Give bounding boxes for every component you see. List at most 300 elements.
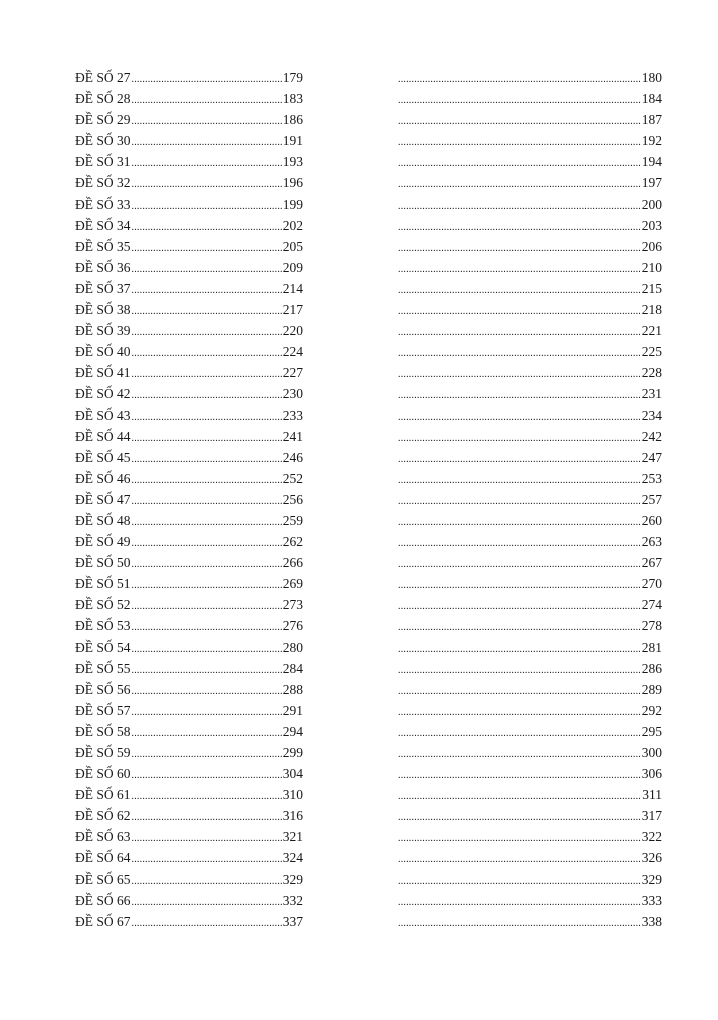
toc-row	[0, 341, 718, 362]
toc-page-number: 321	[282, 829, 303, 845]
toc-answer-link[interactable]	[397, 362, 662, 385]
toc-row	[0, 236, 718, 257]
toc-entry-link[interactable]	[75, 468, 303, 491]
toc-entry-link[interactable]	[75, 67, 303, 90]
toc-answer-link[interactable]	[397, 679, 662, 702]
dot-leader	[132, 849, 282, 870]
dot-leader	[132, 913, 282, 934]
toc-entry-link[interactable]	[75, 405, 303, 428]
toc-entry-link[interactable]	[75, 151, 303, 174]
toc-entry-label: ĐỀ SỐ 62	[75, 808, 131, 824]
toc-entry-label: ĐỀ SỐ 55	[75, 660, 131, 676]
toc-page-number: 304	[282, 766, 303, 782]
toc-answer-link[interactable]	[397, 299, 662, 322]
dot-leader	[132, 639, 282, 660]
toc-entry-label: ĐỀ SỐ 33	[75, 196, 131, 212]
toc-entry-label: ĐỀ SỐ 64	[75, 850, 131, 866]
toc-page-number: 269	[282, 576, 303, 592]
toc-answer-link[interactable]	[397, 447, 662, 470]
dot-leader	[132, 723, 282, 744]
toc-answer-page-number: 253	[641, 470, 662, 486]
toc-page-number: 233	[282, 407, 303, 423]
toc-row	[0, 573, 718, 594]
toc-page-number: 224	[282, 344, 303, 360]
toc-row	[0, 615, 718, 636]
toc-answer-page-number: 286	[641, 660, 662, 676]
dot-leader	[132, 343, 282, 364]
toc-row	[0, 531, 718, 552]
dot-leader	[398, 744, 641, 765]
toc-entry-link[interactable]	[75, 362, 303, 385]
toc-row	[0, 510, 718, 531]
dot-leader	[132, 301, 282, 322]
toc-answer-page-number: 192	[641, 133, 662, 149]
dot-leader	[398, 575, 641, 596]
toc-answer-page-number: 329	[641, 871, 662, 887]
toc-entry-label: ĐỀ SỐ 53	[75, 618, 131, 634]
toc-row	[0, 320, 718, 341]
toc-page-number: 186	[282, 112, 303, 128]
toc-entry-link[interactable]	[75, 805, 303, 828]
toc-row	[0, 67, 718, 88]
dot-leader	[398, 702, 641, 723]
toc-answer-link[interactable]	[397, 426, 662, 449]
dot-leader	[132, 364, 282, 385]
toc-answer-page-number: 221	[641, 323, 662, 339]
toc-row	[0, 637, 718, 658]
toc-answer-page-number: 281	[641, 639, 662, 655]
toc-entry-label: ĐỀ SỐ 48	[75, 512, 131, 528]
toc-answer-page-number: 260	[641, 512, 662, 528]
dot-leader	[132, 765, 282, 786]
toc-answer-link[interactable]	[397, 531, 662, 554]
dot-leader	[398, 871, 641, 892]
toc-answer-link[interactable]	[397, 911, 662, 934]
toc-answer-link[interactable]	[397, 700, 662, 723]
toc-page-number: 193	[282, 154, 303, 170]
toc-page-number: 310	[282, 787, 303, 803]
toc-answer-link[interactable]	[397, 194, 662, 217]
toc-entry-label: ĐỀ SỐ 36	[75, 259, 131, 275]
toc-answer-link[interactable]	[397, 341, 662, 364]
toc-row	[0, 721, 718, 742]
dot-leader	[132, 470, 282, 491]
toc-entry-link[interactable]	[75, 489, 303, 512]
toc-answer-page-number: 338	[641, 913, 662, 929]
toc-entry-link[interactable]	[75, 299, 303, 322]
toc-page-number: 324	[282, 850, 303, 866]
dot-leader	[398, 681, 641, 702]
dot-leader	[132, 617, 282, 638]
dot-leader	[398, 491, 641, 512]
toc-entry-link[interactable]	[75, 109, 303, 132]
toc-answer-page-number: 292	[641, 702, 662, 718]
dot-leader	[132, 90, 282, 111]
toc-entry-link[interactable]	[75, 426, 303, 449]
toc-entry-link[interactable]	[75, 88, 303, 111]
toc-answer-link[interactable]	[397, 67, 662, 90]
dot-leader	[398, 111, 641, 132]
dot-leader	[132, 807, 282, 828]
dot-leader	[398, 407, 641, 428]
toc-entry-link[interactable]	[75, 869, 303, 892]
toc-entry-label: ĐỀ SỐ 39	[75, 323, 131, 339]
dot-leader	[132, 512, 282, 533]
toc-answer-link[interactable]	[397, 805, 662, 828]
toc-entry-label: ĐỀ SỐ 47	[75, 491, 131, 507]
toc-entry-label: ĐỀ SỐ 57	[75, 702, 131, 718]
dot-leader	[398, 596, 641, 617]
dot-leader	[398, 90, 641, 111]
toc-entry-link[interactable]	[75, 721, 303, 744]
dot-leader	[398, 765, 641, 786]
dot-leader	[132, 702, 282, 723]
toc-entry-link[interactable]	[75, 194, 303, 217]
toc-entry-label: ĐỀ SỐ 46	[75, 470, 131, 486]
dot-leader	[398, 280, 641, 301]
toc-entry-label: ĐỀ SỐ 63	[75, 829, 131, 845]
toc-answer-page-number: 225	[641, 344, 662, 360]
toc-answer-page-number: 317	[641, 808, 662, 824]
toc-entry-label: ĐỀ SỐ 27	[75, 70, 131, 85]
toc-row	[0, 215, 718, 236]
toc-answer-page-number: 234	[641, 407, 662, 423]
toc-entry-label: ĐỀ SỐ 37	[75, 280, 131, 296]
toc-answer-page-number: 180	[641, 70, 662, 85]
dot-leader	[398, 153, 641, 174]
toc-row	[0, 805, 718, 826]
toc-page-number: 205	[282, 238, 303, 254]
toc-entry-label: ĐỀ SỐ 35	[75, 238, 131, 254]
toc-entry-label: ĐỀ SỐ 43	[75, 407, 131, 423]
toc-page-number: 280	[282, 639, 303, 655]
dot-leader	[132, 554, 282, 575]
toc-row	[0, 88, 718, 109]
toc-entry-link[interactable]	[75, 847, 303, 870]
toc-answer-link[interactable]	[397, 869, 662, 892]
toc-answer-page-number: 184	[641, 91, 662, 107]
toc-entry-label: ĐỀ SỐ 28	[75, 91, 131, 107]
dot-leader	[132, 892, 282, 913]
toc-page-number: 284	[282, 660, 303, 676]
toc-answer-link[interactable]	[397, 215, 662, 238]
toc-answer-page-number: 218	[641, 302, 662, 318]
toc-answer-page-number: 197	[641, 175, 662, 191]
toc-page-number: 299	[282, 745, 303, 760]
toc-page-number: 191	[282, 133, 303, 149]
toc-row	[0, 130, 718, 151]
toc-page-number: 241	[282, 428, 303, 444]
toc-row	[0, 763, 718, 784]
dot-leader	[132, 660, 282, 681]
toc-entry-link[interactable]	[75, 573, 303, 596]
toc-entry-label: ĐỀ SỐ 66	[75, 892, 131, 908]
toc-row	[0, 826, 718, 847]
toc-answer-page-number: 210	[641, 259, 662, 275]
dot-leader	[398, 217, 641, 238]
toc-entry-link[interactable]	[75, 700, 303, 723]
toc-entry-link[interactable]	[75, 784, 303, 807]
toc-answer-link[interactable]	[397, 637, 662, 660]
toc-entry-label: ĐỀ SỐ 31	[75, 154, 131, 170]
toc-answer-link[interactable]	[397, 257, 662, 280]
dot-leader	[132, 449, 282, 470]
toc-answer-link[interactable]	[397, 236, 662, 259]
toc-answer-page-number: 242	[641, 428, 662, 444]
toc-entry-link[interactable]	[75, 615, 303, 638]
toc-entry-link[interactable]	[75, 552, 303, 575]
toc-page-number: 209	[282, 259, 303, 275]
toc-answer-link[interactable]	[397, 658, 662, 681]
dot-leader	[398, 849, 641, 870]
toc-answer-page-number: 300	[641, 745, 662, 760]
toc-answer-page-number: 295	[641, 723, 662, 739]
toc-row	[0, 468, 718, 489]
toc-entry-link[interactable]	[75, 826, 303, 849]
dot-leader	[398, 449, 641, 470]
toc-row	[0, 426, 718, 447]
toc-page-number: 337	[282, 913, 303, 929]
toc-row	[0, 489, 718, 510]
toc-answer-page-number: 306	[641, 766, 662, 782]
toc-entry-link[interactable]	[75, 383, 303, 406]
toc-entry-label: ĐỀ SỐ 45	[75, 449, 131, 465]
toc-entry-link[interactable]	[75, 447, 303, 470]
toc-answer-link[interactable]	[397, 594, 662, 617]
toc-entry-link[interactable]	[75, 658, 303, 681]
toc-entry-label: ĐỀ SỐ 52	[75, 597, 131, 613]
toc-entry-label: ĐỀ SỐ 65	[75, 871, 131, 887]
toc-entry-link[interactable]	[75, 215, 303, 238]
toc-answer-page-number: 231	[641, 386, 662, 402]
toc-answer-page-number: 322	[641, 829, 662, 845]
dot-leader	[132, 786, 282, 807]
toc-row	[0, 679, 718, 700]
toc-entry-link[interactable]	[75, 763, 303, 786]
toc-entry-label: ĐỀ SỐ 60	[75, 766, 131, 782]
toc-answer-link[interactable]	[397, 130, 662, 153]
dot-leader	[132, 681, 282, 702]
toc-page-number: 217	[282, 302, 303, 318]
toc-entry-label: ĐỀ SỐ 41	[75, 365, 131, 381]
toc-row	[0, 552, 718, 573]
dot-leader	[398, 617, 641, 638]
toc-answer-page-number: 194	[641, 154, 662, 170]
dot-leader	[132, 533, 282, 554]
toc-answer-link[interactable]	[397, 172, 662, 195]
dot-leader	[398, 174, 641, 195]
toc-answer-page-number: 200	[641, 196, 662, 212]
toc-page-number: 199	[282, 196, 303, 212]
dot-leader	[398, 723, 641, 744]
dot-leader	[398, 385, 641, 406]
toc-page-number: 291	[282, 702, 303, 718]
toc-row	[0, 911, 718, 932]
toc-answer-page-number: 263	[641, 534, 662, 550]
dot-leader	[398, 660, 641, 681]
toc-answer-link[interactable]	[397, 742, 662, 765]
dot-leader	[398, 786, 641, 807]
dot-leader	[398, 364, 641, 385]
toc-answer-link[interactable]	[397, 784, 662, 807]
toc-answer-page-number: 278	[641, 618, 662, 634]
dot-leader	[132, 385, 282, 406]
toc-entry-link[interactable]	[75, 742, 303, 765]
toc-page-number: 227	[282, 365, 303, 381]
toc-answer-link[interactable]	[397, 763, 662, 786]
dot-leader	[132, 428, 282, 449]
dot-leader	[398, 828, 641, 849]
toc-page-number: 214	[282, 280, 303, 296]
dot-leader	[132, 132, 282, 153]
dot-leader	[398, 196, 641, 217]
toc-page-number: 332	[282, 892, 303, 908]
toc-answer-page-number: 333	[641, 892, 662, 908]
toc-entry-link[interactable]	[75, 510, 303, 533]
toc-answer-link[interactable]	[397, 88, 662, 111]
toc-entry-label: ĐỀ SỐ 59	[75, 745, 131, 760]
toc-page-number: 252	[282, 470, 303, 486]
toc-page-number: 329	[282, 871, 303, 887]
toc-row	[0, 109, 718, 130]
toc-entry-label: ĐỀ SỐ 34	[75, 217, 131, 233]
toc-entry-label: ĐỀ SỐ 50	[75, 555, 131, 571]
toc-entry-link[interactable]	[75, 236, 303, 259]
toc-answer-page-number: 203	[641, 217, 662, 233]
toc-entry-label: ĐỀ SỐ 54	[75, 639, 131, 655]
toc-entry-link[interactable]	[75, 172, 303, 195]
toc-answer-link[interactable]	[397, 721, 662, 744]
toc-answer-link[interactable]	[397, 510, 662, 533]
toc-row	[0, 847, 718, 868]
toc-row	[0, 784, 718, 805]
toc-entry-label: ĐỀ SỐ 51	[75, 576, 131, 592]
toc-entry-label: ĐỀ SỐ 29	[75, 112, 131, 128]
dot-leader	[132, 259, 282, 280]
toc-answer-page-number: 326	[641, 850, 662, 866]
toc-page-number: 202	[282, 217, 303, 233]
dot-leader	[398, 428, 641, 449]
dot-leader	[398, 639, 641, 660]
dot-leader	[132, 871, 282, 892]
toc-answer-link[interactable]	[397, 890, 662, 913]
toc-row	[0, 299, 718, 320]
toc-page-number: 294	[282, 723, 303, 739]
toc-answer-link[interactable]	[397, 468, 662, 491]
toc-page-number: 196	[282, 175, 303, 191]
toc-entry-label: ĐỀ SỐ 40	[75, 344, 131, 360]
toc-entry-label: ĐỀ SỐ 58	[75, 723, 131, 739]
toc-row	[0, 594, 718, 615]
toc-answer-link[interactable]	[397, 552, 662, 575]
toc-entry-label: ĐỀ SỐ 56	[75, 681, 131, 697]
toc-page-number: 273	[282, 597, 303, 613]
toc-page-number: 266	[282, 555, 303, 571]
dot-leader	[132, 407, 282, 428]
toc-entry-link[interactable]	[75, 278, 303, 301]
dot-leader	[398, 470, 641, 491]
toc-page-number: 316	[282, 808, 303, 824]
dot-leader	[132, 174, 282, 195]
toc-answer-page-number: 267	[641, 555, 662, 571]
dot-leader	[132, 828, 282, 849]
toc-answer-page-number: 187	[641, 112, 662, 128]
toc-row	[0, 890, 718, 911]
toc-page-number: 246	[282, 449, 303, 465]
toc-row	[0, 742, 718, 763]
toc-row	[0, 172, 718, 193]
dot-leader	[132, 280, 282, 301]
toc-answer-page-number: 311	[642, 787, 662, 803]
toc-row	[0, 151, 718, 172]
toc-page-number: 179	[282, 70, 303, 85]
toc-entry-link[interactable]	[75, 320, 303, 343]
dot-leader	[132, 153, 282, 174]
dot-leader	[398, 322, 641, 343]
toc-entry-link[interactable]	[75, 341, 303, 364]
toc-row	[0, 658, 718, 679]
dot-leader	[398, 913, 641, 934]
toc-row	[0, 405, 718, 426]
toc-entry-label: ĐỀ SỐ 67	[75, 913, 131, 929]
toc-answer-link[interactable]	[397, 151, 662, 174]
toc-entry-link[interactable]	[75, 890, 303, 913]
toc-entry-label: ĐỀ SỐ 61	[75, 787, 131, 803]
dot-leader	[398, 238, 641, 259]
toc-page-number: 183	[282, 91, 303, 107]
toc-answer-link[interactable]	[397, 615, 662, 638]
toc-entry-link[interactable]	[75, 594, 303, 617]
toc-answer-page-number: 206	[641, 238, 662, 254]
toc-entry-link[interactable]	[75, 679, 303, 702]
toc-row	[0, 362, 718, 383]
toc-answer-link[interactable]	[397, 320, 662, 343]
toc-entry-link[interactable]	[75, 911, 303, 934]
toc-entry-link[interactable]	[75, 130, 303, 153]
toc-page-number: 276	[282, 618, 303, 634]
toc-page-number: 288	[282, 681, 303, 697]
toc-answer-link[interactable]	[397, 847, 662, 870]
toc-entry-label: ĐỀ SỐ 42	[75, 386, 131, 402]
toc-answer-link[interactable]	[397, 489, 662, 512]
toc-entry-label: ĐỀ SỐ 49	[75, 534, 131, 550]
toc-answer-link[interactable]	[397, 278, 662, 301]
toc-row	[0, 278, 718, 299]
toc-entry-label: ĐỀ SỐ 30	[75, 133, 131, 149]
dot-leader	[132, 217, 282, 238]
toc-row	[0, 383, 718, 404]
toc-entry-label: ĐỀ SỐ 44	[75, 428, 131, 444]
dot-leader	[132, 491, 282, 512]
toc-entry-label: ĐỀ SỐ 38	[75, 302, 131, 318]
toc-entry-link[interactable]	[75, 637, 303, 660]
toc-answer-link[interactable]	[397, 383, 662, 406]
toc-answer-page-number: 270	[641, 576, 662, 592]
dot-leader	[132, 575, 282, 596]
toc-answer-link[interactable]	[397, 405, 662, 428]
toc-entry-link[interactable]	[75, 257, 303, 280]
toc-answer-page-number: 289	[641, 681, 662, 697]
dot-leader	[398, 301, 641, 322]
toc-answer-link[interactable]	[397, 826, 662, 849]
toc-answer-link[interactable]	[397, 573, 662, 596]
toc-answer-link[interactable]	[397, 109, 662, 132]
table-of-contents	[0, 67, 718, 932]
toc-row	[0, 700, 718, 721]
toc-entry-link[interactable]	[75, 531, 303, 554]
toc-row	[0, 257, 718, 278]
toc-page-number: 262	[282, 534, 303, 550]
